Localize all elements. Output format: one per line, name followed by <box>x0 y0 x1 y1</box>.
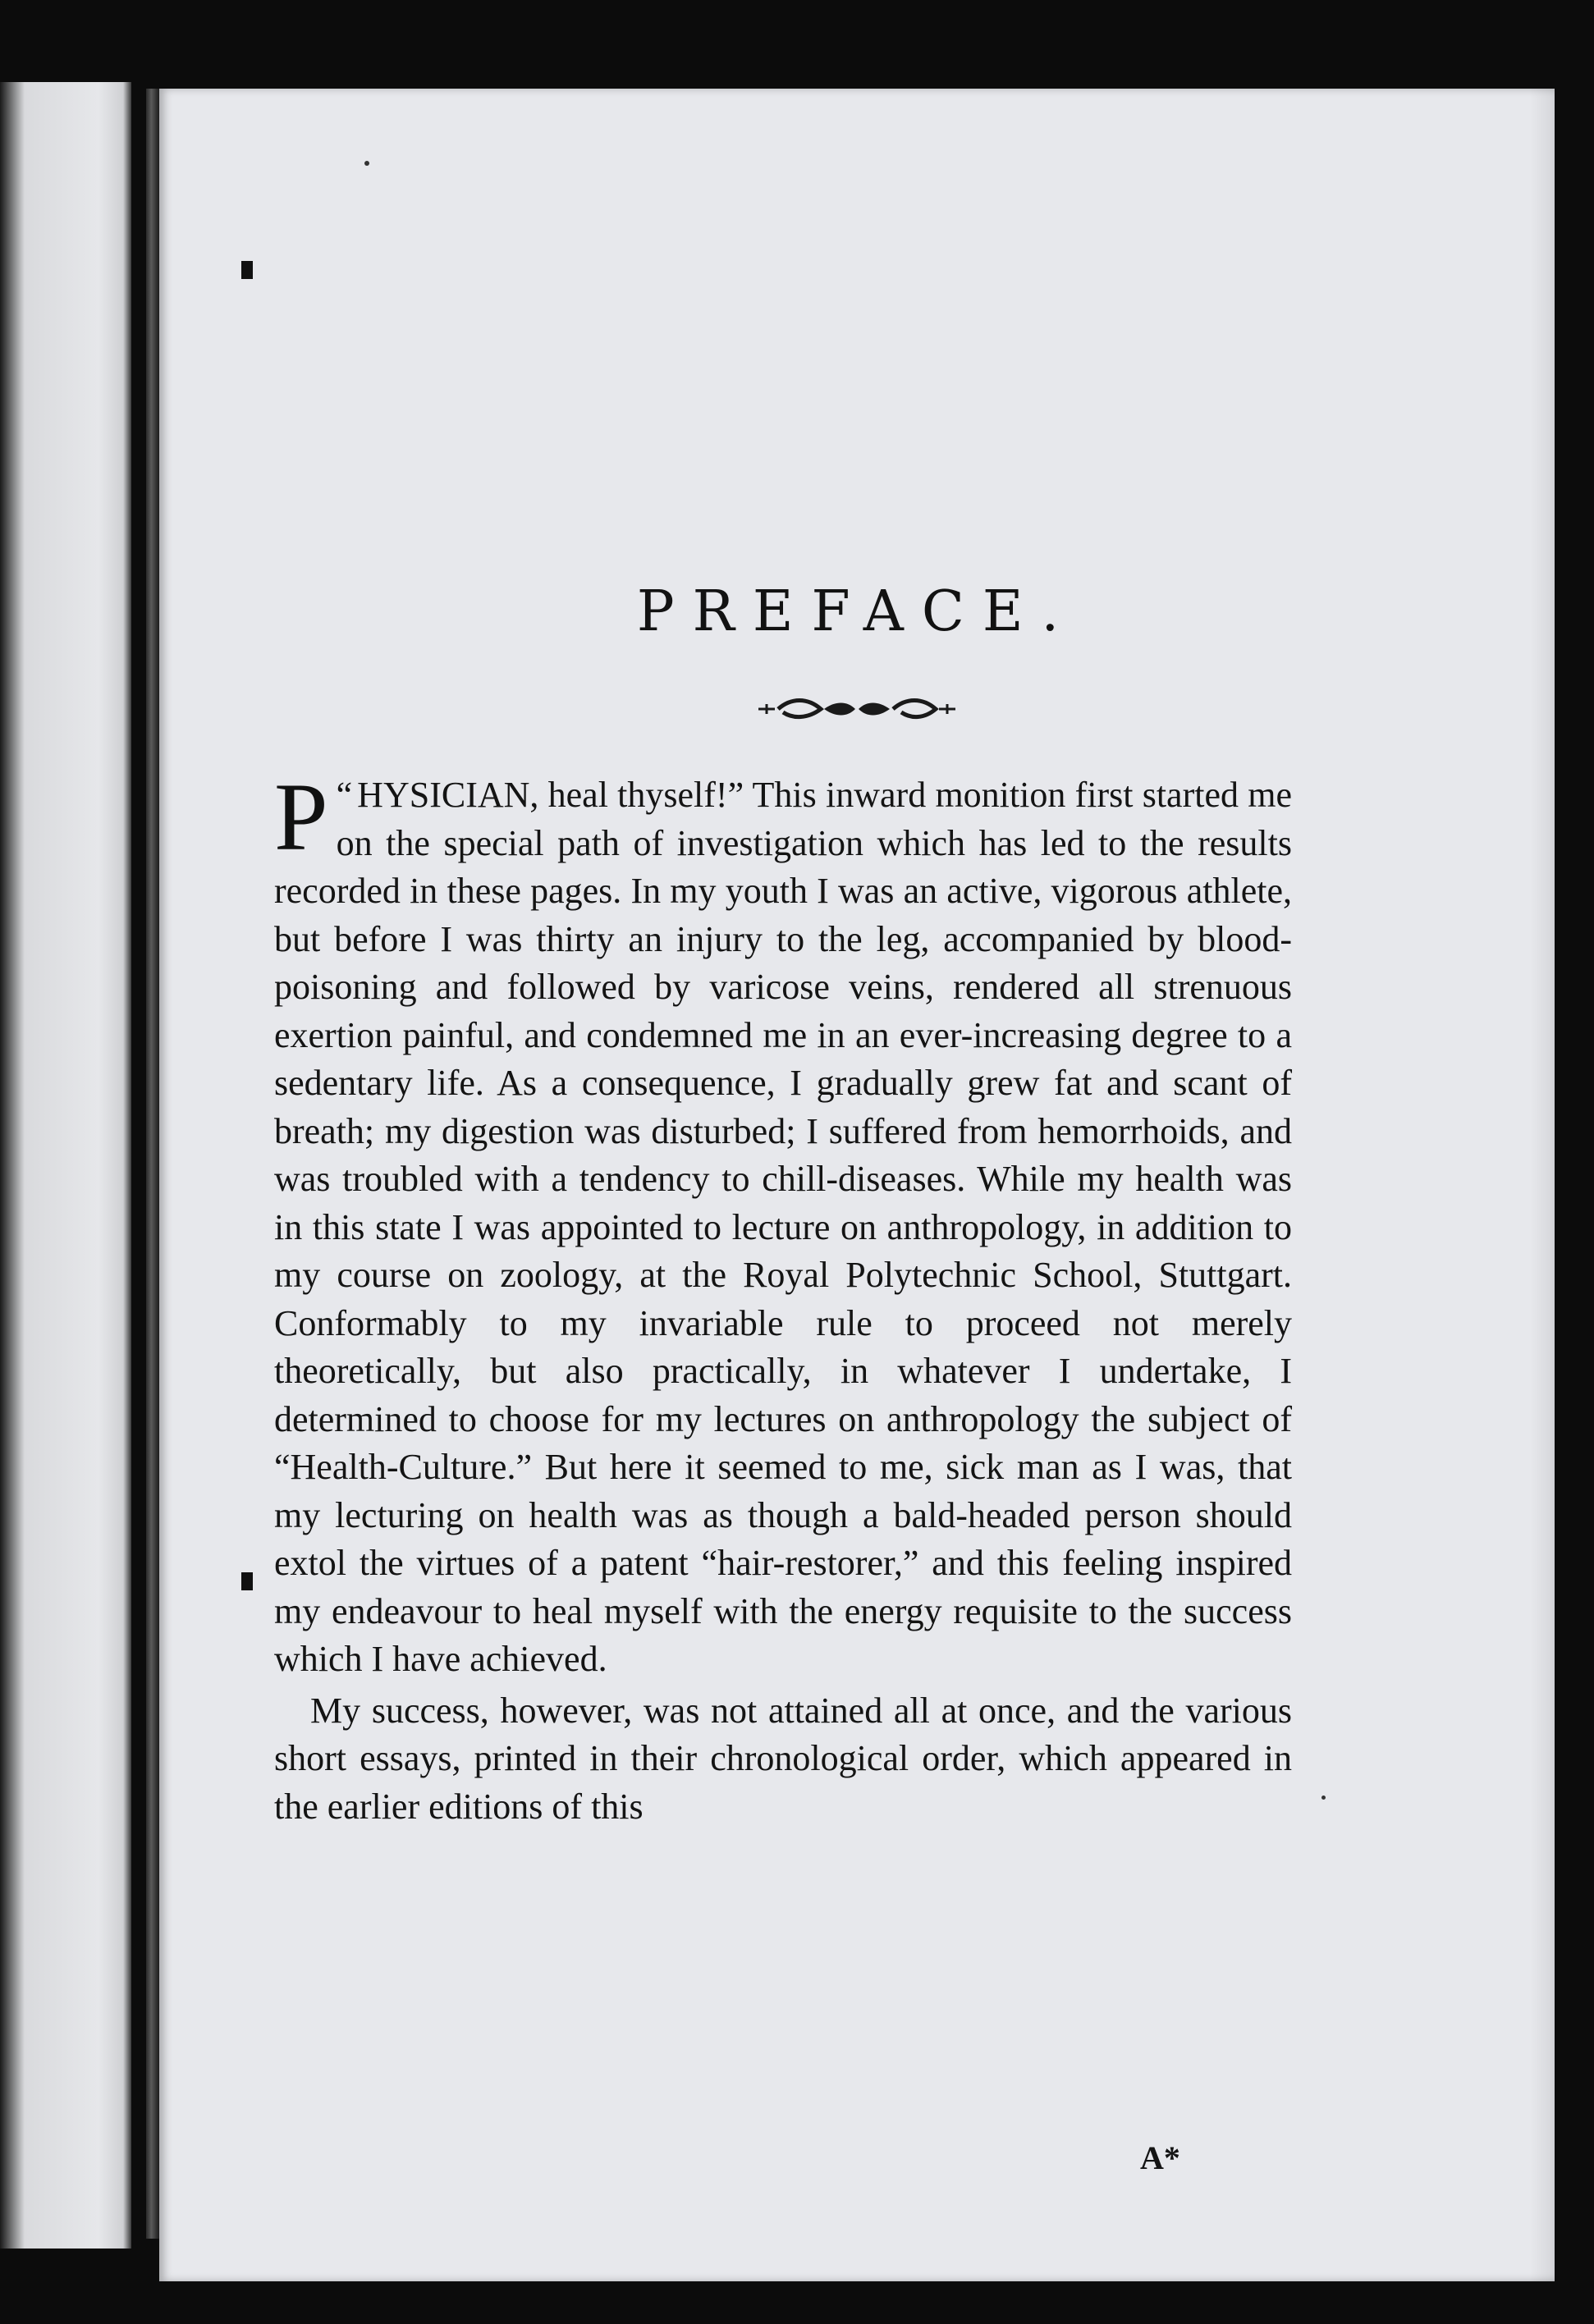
paragraph-text: My success, however, was not attained all at once, and the various short essays, printed in their chronological order, which appeared in the earlier editions of this <box>274 1690 1292 1827</box>
paragraph <box>274 763 1292 1684</box>
margin-mark <box>241 261 253 279</box>
opening-quote: “ <box>336 775 353 815</box>
margin-mark <box>241 1572 253 1590</box>
paragraph <box>274 1687 1292 1832</box>
book-page <box>159 89 1555 2281</box>
speck <box>1321 1796 1326 1800</box>
signature-mark: A* <box>1140 2139 1180 2176</box>
facing-page-edge <box>0 82 131 2249</box>
binding-gutter <box>146 89 159 2239</box>
page-edge-shadow <box>1530 89 1555 2281</box>
preface-body <box>274 763 1292 1831</box>
page-title: PREFACE. <box>636 579 1078 644</box>
flourish-icon <box>750 694 964 724</box>
ornament-divider <box>159 694 1555 728</box>
speck <box>364 161 369 166</box>
drop-cap: P <box>274 763 328 871</box>
paragraph-text: HYSICIAN, heal thyself!” This inward monition first started me on the special path of investigation which has led to the results recorded in these pages. In my youth I was an active, vigorous athlete, but before I was thirty an injury to the leg, accompanied by blood-poisoning and followed by varicose veins, rendered all strenuous exertion painful, and condemned me in an ever-increasing degree to a sedentary life. As a consequence, I gradually grew fat and scant of breath; my digestion was disturbed; I suffered from hemorrhoids, and was troubled with a tendency to chill-diseases. While my health was in this state I was appointed to lecture on anthropology, in addition to my course on zoology, at the Royal Polytechnic School, Stuttgart. Conformably to my invariable rule to proceed not merely theoretically, but also practically, in whatever I undertake, I determined to choose for my lectures on anthropology the subject of “Health-Culture.” But here it seemed to me, sick man as I was, that my lecturing on health was as though a bald-headed person should extol the virtues of a patent “hair-restorer,” and this feeling inspired my endeavour to heal myself with the energy requisite to the success which I have achieved. <box>274 775 1292 1679</box>
